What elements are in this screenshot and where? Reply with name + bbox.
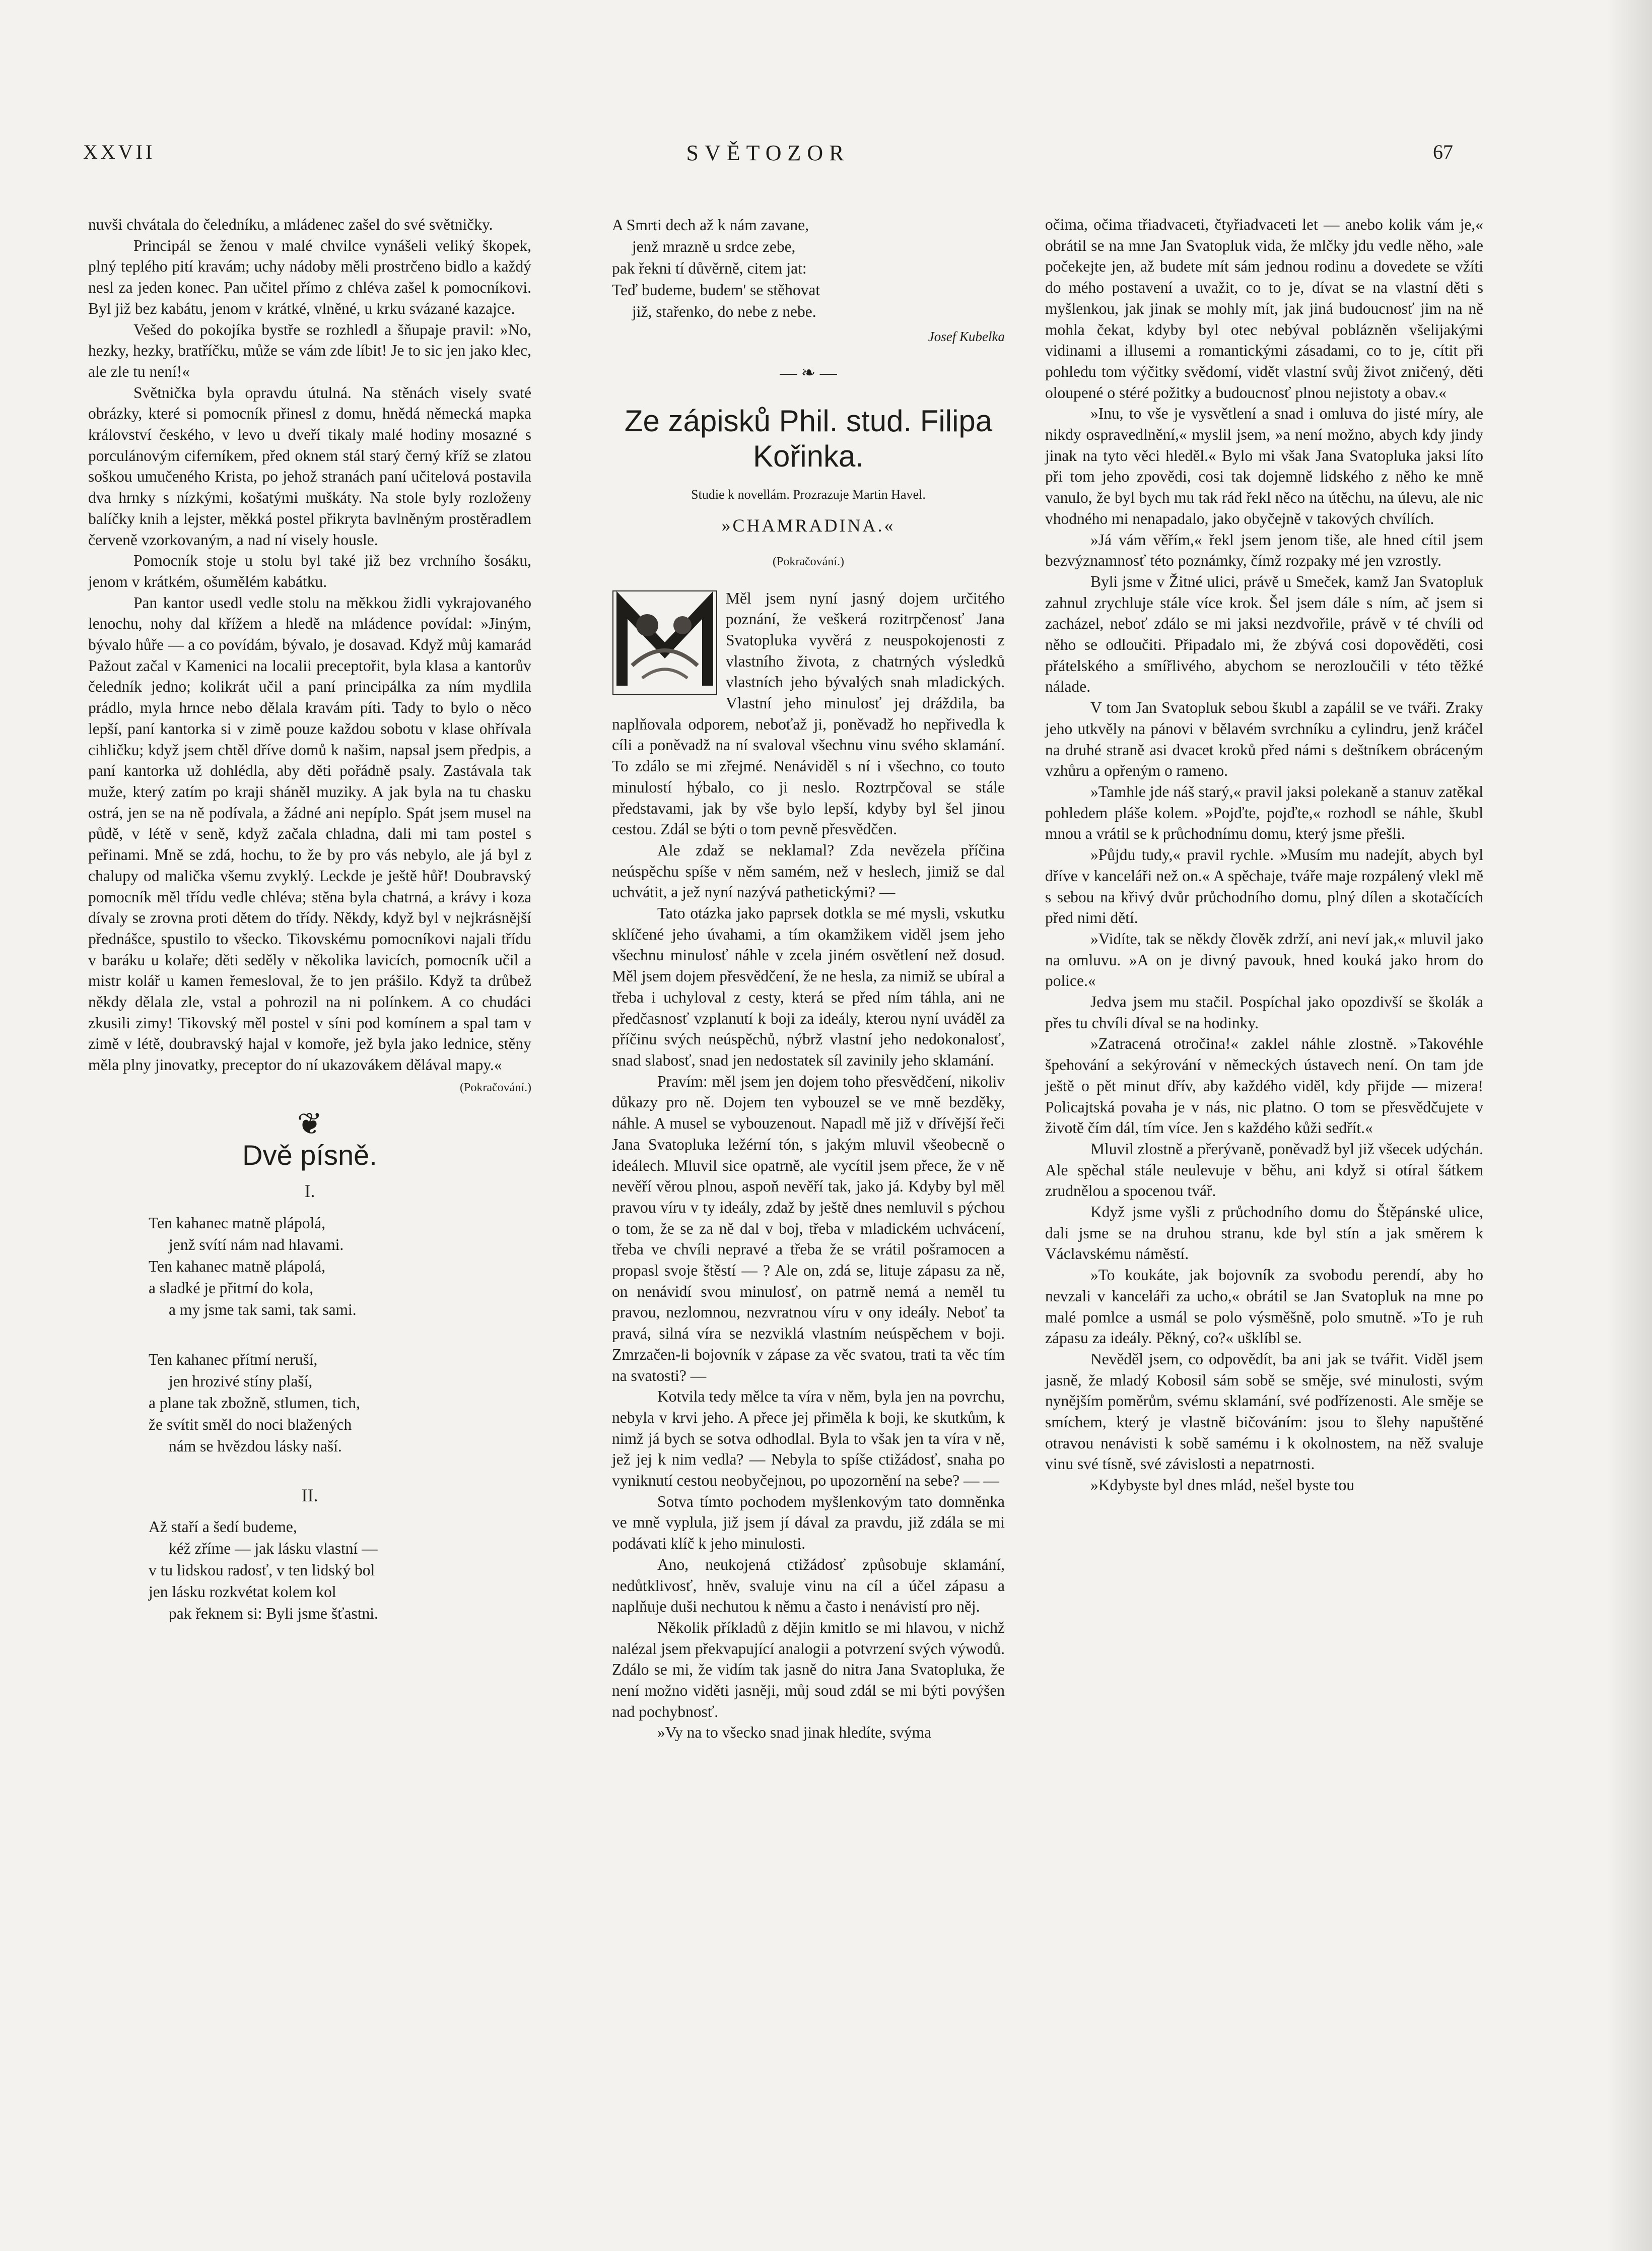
paragraph: »Vidíte, tak se někdy člověk zdrží, ani neví jak,« mluvil jako na omluvu. »A on je divný pavouk, hned kouká jako hrom do police.« <box>1045 930 1483 990</box>
paragraph: Ano, neukojená ctižádosť způsobuje sklamání, nedůtklivosť, hněv, svaluje vinu na cíl a účel zápasu a naplňuje duši nechutou k němu a často i nenávistí pro něj. <box>612 1555 1005 1616</box>
verse-line: pak řekni tí důvěrně, citem jat: <box>612 259 807 277</box>
decorative-initial-m-icon <box>612 590 718 696</box>
poem-ending <box>612 214 1005 322</box>
paragraph: Pan kantor usedl vedle stolu na měkkou židli vykrajovaného lenochu, nohy dal křížem a hledě na mládence povídal: »Jiným, bývalo hůře — a co povídám, bývalo, je dosavad. Když můj kamarád Pažout začal v Kamenici na localii preceptořit, byla klasa a kantorův čeledník jedno; kolikrát učil a paní principálka za ním mydlila prádlo, myla hrnce nebo dělala kravám píti. Tady to bylo o něco lepší, paní kantorka si v zimě pouze každou sobotu v klase ohřívala cihličku; když jsem chtěl dříve domů k našim, napsal jsem předpis, a paní kantorka už dohlédla, aby děti pořádně psaly. Zastávala tak muže, který zatím po kraji sháněl muziky. A jak byla na tu chasku ostrá, jen se na ně podívala, a žádné ani nepíplo. Spát jsem musel na půdě, v létě v seně, když začala chladna, dali mi tam postel s peřinami. Mně se zdá, hochu, to že by pro vás nebylo, ale já byl z chalupy od malička všemu zvyklý. Leckde je ještě hůř! Doubravský pomocník měl třídu vedle chlévа; stěna byla chatrná, a krávy i koza dívaly se zrovna proti dětem do třídy. Někdy, když byl v nejkrásnější přednášce, spustilo to všecko. Tikovskému pomocníkovi najali třídu v baráku u kolaře; děti seděly v několika lavicích, pomocník učil a mistr kolář u kamen řemesloval, že to jen prášilo. Když ta drůbež někdy dělala zle, vstal a pohrozil na ni polínkem. A co chudáci zkusili zimy! Tikovský měl postel v síni pod komínem a spal tam v zimě v létě, doubravský hajal v komoře, jež byla jako lednice, stěny měla plny jinovatky, preceptor do ní ukazovákem dělával mapy.« <box>88 593 531 1074</box>
paragraph: »Vy na to všecko snad jinak hledíte, svýma <box>657 1724 932 1742</box>
paragraph: Byli jsme v Žitné ulici, právě u Smeček, kamž Jan Svatopluk zahnul zrychluje stále více krok. Šel jsem dále s ním, ač jsem si zacházel, neboť zdálo se mi jaksi nezdvořile, právě v té chvíli od něho se odloučiti. Připadalo mi, že zbývá cosi dopověděti, cosi přátelského a smířlivého, abychom se nerozloučili v této těžké nálade. <box>1045 572 1483 696</box>
paragraph: »Já vám věřím,« řekl jsem jenom tiše, ale hned cítil jsem bezvýznamnosť této poznámky, čímž rozpaky mé jen vzrostly. <box>1045 531 1483 570</box>
paragraph: očima, očima třiadvaceti, čtyřiadvaceti let — anebo kolik vám je,« obrátil se na mne Jan Svatopluk vida, že mlčky jdu vedle něho, »ale počekejte jen, až budete mít sám jednou rodinu a dovedete se vžíti do mého postavení a uvažit, co to je, dívat se na vlastní děti s myšlenkou, jak jinak se mohly mít, jak jiná budoucnosť jim na ně mohla čekat, kdyby byl otec nebýval poblázněn všelijakými vidinami a illusemi a romantickými zásadami, co to je, cítit při pohledu tom výčitky svědomí, vidět vlastní svůj život zničený, děti oloupené o stéré požitky a budoucnosť plnou nejistoty a obav.« <box>1045 216 1483 402</box>
paragraph: Principál se ženou v malé chvilce vynášeli veliký škopek, plný teplého pití kravám; uchy nádoby měli prostrčeno bidlo a každý nesl za jeden konec. Pan učitel přímo z chléva zašel k pomocníkovi. Byl již bez kabátu, jenom v krátké, vlněné, u krku svázané kazajce. <box>88 236 531 317</box>
page-header <box>83 140 1453 175</box>
verse-line: že svítit směl do noci blažených <box>149 1415 352 1433</box>
paragraph: V tom Jan Svatopluk sebou škubl a zapálil se ve tváři. Zraky jeho utkvěly na pánovi v bělavém svrchníku a cylindru, jenž kráčel na druhé straně asi dvacet kroků před námi s deštníkem obráceným vzhůru a opřeným o rameno. <box>1045 699 1483 780</box>
verse-line: a my jsme tak sami, tak sami. <box>169 1300 357 1318</box>
ornament-icon: ❦ <box>297 1107 323 1141</box>
paragraph: Několik příkladů z dějin kmitlo se mi hlavou, v nichž nalézal jsem překvapující analogii a potvrzení svých výwodů. Zdálo se mi, že vidím tak jasně do nitra Jana Svatopluka, že není možno viděti jasněji, můj soud zdál se mi býti povýšen nad pochybnosť. <box>612 1618 1005 1720</box>
paragraph: »Půjdu tudy,« pravil rychle. »Musím mu nadejít, abych byl dříve v kanceláři než on.« A spěchaje, tváře maje rozpálený vlekl mě s sebou na křivý dvůr průchodního domu, plný dílen a skotačících před nimi dětí. <box>1045 846 1483 927</box>
paragraph: »Kdybyste byl dnes mlád, nešel byste tou <box>1090 1476 1355 1494</box>
paragraph: Kotvila tedy mělce ta víra v něm, byla jen na povrchu, nebyla v krvi jeho. A přece jej přiměla k boji, ke skutkům, k nimž já bych se sotva odhodlal. Byla to však jen ta víra v ně, jež jej k nim vedla? — Nebyla to spíše ctižádosť, snaha po vyniknutí cestou neobyčejnou, po upozornění na sebe? — — <box>612 1387 1005 1490</box>
paragraph: »Zatracená otročina!« zaklel náhle zlostně. »Takovéhle špehování a sekýrování v německých ústavech není. On tam jde ještě o pět minut dřív, aby každého viděl, kdy přijde — mizera! Policajtská povaha je v nás, nic platno. O tom se přesvědčujete v životě čím dál, tím více. Jen s každého kůži sedřít.« <box>1045 1035 1483 1137</box>
paragraph: Světnička byla opravdu útulná. Na stěnách visely svaté obrázky, které si pomocník přinesl z domu, hnědá německá mapka království českého, v levo u dveří tikaly malé hodiny mosazné s porculánovým ciferníkem, před oknem stál starý černý kříž se zlatou soškou umučeného Krista, po jehož stranách paní učitelová postavila dva hrnky s nízkými, košatými muškáty. Na stole byly rozloženy balíčky knih a lejster, měkká postel přikryta bavlněným prostěradlem červeně vzorkovaným, a nad ní visely housle. <box>88 383 531 549</box>
article-series-title: »CHAMRADINA.« <box>721 515 896 536</box>
poem-author: Josef Kubelka <box>928 329 1005 344</box>
paragraph: Pomocník stoje u stolu byl také již bez vrchního šosáku, jenom v krátkém, ošumělém kabátku. <box>88 552 531 590</box>
verse-line: Ten kahanec matně plápolá, <box>149 1257 326 1275</box>
paragraph: Pravím: měl jsem jen dojem toho přesvědčení, nikoliv důkazy pro ně. Dojem ten vybouzel se ve mně bezděky, náhle. A musel se vybouzenout. Napadl mě již v dřívější řeči Jana Svatopluka ležérní tón, s jakým mluvil všeobecně o ideálech. Mluvil sice opatrně, ale vycítil jsem přece, že v ně nevěří věrou plnou, aspoň nevěří tak, jako já. Kdyby byl měl pravou víru v ty ideály, zdaž by ještě dnes nemluvil s pýchou o tom, že se za ně dal v boj, třeba v mladickém uchvácení, třeba ve chvíli nepravé a třeba že se vrátil pošramocen a propasl svoje štěstí — ? Ale on, zdá se, lituje zápasu za ně, on nenávidí svou minulosť, on patrně nemá a neměl tu pravou, nezlomnou, nezvratnou víru v ony ideály. Neboť ta pravá, silná víra se nezviklá vlastním neúspěchem v boji. Zmrzačen-li bojovník v zápase za věc svatou, trati ta věc tím na svatosti? — <box>612 1072 1005 1384</box>
column-right <box>1045 214 1483 1496</box>
paragraph: Sotva tímto pochodem myšlenkovým tato domněnka ve mně vyplula, již jsem jí dával za pravdu, již zdála se mi podávati klíč k jeho minulosti. <box>612 1492 1005 1553</box>
page-number: 67 <box>1433 141 1453 163</box>
verse-line: v tu lidskou radosť, v ten lidský bol <box>149 1561 375 1579</box>
verse-line: Až staří a šedí budeme, <box>149 1518 297 1536</box>
verse-line: Teď budeme, budem' se stěhovat <box>612 281 820 299</box>
paragraph: »Tamhle jde náš starý,« pravil jaksi polekaně a stanuv zatěkal pohledem pláše kolem. »Pojďte, pojďte,« rozhodl se náhle, škubl mnou a vrátil se k průchodnímu domu, který jsme přešli. <box>1045 782 1483 843</box>
poem-stanza-1 <box>149 1212 531 1320</box>
paragraph: Tato otázka jako paprsek dotkla se mé mysli, vskutku sklíčené jeho úvahami, a tím okamžikem viděl jsem jeho všechnu minulosť náhle v zcela jiném osvětlení než dosud. Měl jsem dojem přesvědčení, že ne hesla, za nimiž se ubíral a třeba i uchyloval z cesty, která se před ním táhla, ani ne předčasnosť vzplanutí k boji za ideály, kterou nyní uváděl za příčinu svých neúspěchů, nýbrž vlastní jeho nedokonalosť, snad slabosť, snad jen nedostatek síl zavinily jeho sklamání. <box>612 904 1005 1069</box>
poem-stanza-2 <box>149 1349 531 1457</box>
article-subtitle: Studie k novellám. Prozrazuje Martin Havel. <box>691 487 926 502</box>
verse-line: a plane tak zbožně, stlumen, tich, <box>149 1394 360 1412</box>
poem-stanza-3 <box>149 1516 531 1624</box>
paragraph: Nevěděl jsem, co odpovědít, ba ani jak se tvářit. Viděl jsem jasně, že mladý Kobosil sám sobě se směje, své minulosti, svým nynějším poměrům, svému sklamání, své podřízenosti. Ale smějе se smíchem, který je vlastně bičováním: jsou to šlehy napuštěné otravou nenávisti k sobě samému i k okolnostem, na něž svaluje vinu své tísně, své závislosti a nepatrnosti. <box>1045 1350 1483 1473</box>
article-title: Ze zápisků Phil. stud. Filipa Kořinka. <box>624 404 993 474</box>
verse-line: pak řeknem si: Byli jsme šťastni. <box>169 1605 378 1623</box>
paragraph: Když jsme vyšli z průchodního domu do Štěpánské ulice, dali jsme se na druhou stranu, kde byl stín a jak směrem k Václavskému náměstí. <box>1045 1203 1483 1263</box>
poem-title: Dvě písně. <box>242 1139 377 1171</box>
paragraph: Měl jsem nyní jasný dojem určitého poznání, že veškerá rozitrpčenosť Jana Svatopluka vyvěrá z neuspokojenosti z vlastního života, z chatrných výsledků vlastních jeho bývalých snah mladických. Vlastní jeho minulosť jej dráždila, ba naplňovala odporem, neboťaž ji, poněvadž ho nepřivedla k cíli a poněvadž na ní svaloval všechnu vinu svého sklamání. To zdálo se mi zřejmé. Nenáviděl s ní i všechno, co touto minulostí hýbalo, co ji neslo. Roztrpčoval se stále představami, jak by vše bylo lepší, kdyby byl šel jinou cestou. Zdál se býti o tom pevně přesvědčen. <box>612 589 1005 838</box>
paragraph: Jedva jsem mu stačil. Pospíchal jako opozdivší se školák a přes tu chvíli díval se na hodinky. <box>1045 993 1483 1032</box>
paragraph: »To koukáte, jak bojovník za svobodu perendí, aby ho nevzali v kanceláři za ucho,« obrátil se Jan Svatopluk na mne po malé pomlce a usmál se polo výsměšně, polo smutně. »To je ruh zápasu za ideály. Pěkný, co?« ušklíbl se. <box>1045 1266 1483 1347</box>
paragraph: Ale zdaž se neklamal? Zda nevězela příčina neúspěchu spíše v něm samém, než v heslech, jimiž se dal uchvátit, a jež nyní nazývá pathetickými? — <box>612 841 1005 901</box>
verse-line: již, stařenko, do nebe z nebe. <box>632 303 816 320</box>
verse-line: A Smrti dech až k nám zavane, <box>612 216 809 234</box>
poem-part-two: II. <box>301 1485 318 1505</box>
continued-note: (Pokračování.) <box>773 555 844 568</box>
page-edge-shadow <box>1607 0 1652 2251</box>
verse-line: jenž svítí nám nad hlavami. <box>169 1235 344 1253</box>
paragraph: Mluvil zlostně a přerývaně, poněvadž byl již všecek udýchán. Ale spěchal stále neulevuje v běhu, ani když si otíral šátkem zrudnělou a spocenou tvář. <box>1045 1140 1483 1200</box>
column-middle <box>612 214 1005 1743</box>
magazine-title: SVĚTOZOR <box>686 141 850 165</box>
verse-line: jen hrozivé stíny plaší, <box>169 1372 313 1390</box>
verse-line: jen lásku rozkvétat kolem kol <box>149 1583 336 1601</box>
paragraph: Vešed do pokojíka bystře se rozhledl a šňupaje pravil: »No, hezky, hezky, bratříčku, může se vám zde líbit! Je to sic jen jako klec, ale zle tu není!« <box>88 320 531 380</box>
volume-number: XXVII <box>83 141 156 163</box>
verse-line: Ten kahanec přítmí neruší, <box>149 1350 318 1368</box>
paragraph: nuvši chvátala do čeledníku, a mládenec zašel do své světničky. <box>88 216 493 233</box>
verse-line: jenž mrazně u srdce zebe, <box>632 238 796 255</box>
column-left <box>88 214 531 1624</box>
verse-line: Ten kahanec matně plápolá, <box>149 1214 326 1232</box>
divider-ornament-icon: — ❧ — <box>780 363 837 382</box>
verse-line: a sladké je přitmí do kola, <box>149 1279 314 1297</box>
verse-line: kéž zříme — jak lásku vlastní — <box>169 1540 378 1558</box>
poem-part-one: I. <box>304 1180 315 1201</box>
verse-line: nám se hvězdou lásky naší. <box>169 1437 342 1455</box>
paragraph: »Inu, to vše je vysvětlení a snad i omluva do jisté míry, ale nikdy ospravedlnění,« myslil jsem, »a není možno, abych kdy jindy jinak na tyto věci hleděl.« Bylo mi však Jana Svatopluka jaksi líto při tom jeho zpovědi, cosi tak dojemně lidského z něho ke mně vanulo, že byl bych mu tak rád řekl něco na útěchu, na úlevu, ale nic vhodného mi nenapadalo, jako obyčejně v takových chvílích. <box>1045 405 1483 527</box>
continued-note: (Pokračování.) <box>460 1081 531 1094</box>
